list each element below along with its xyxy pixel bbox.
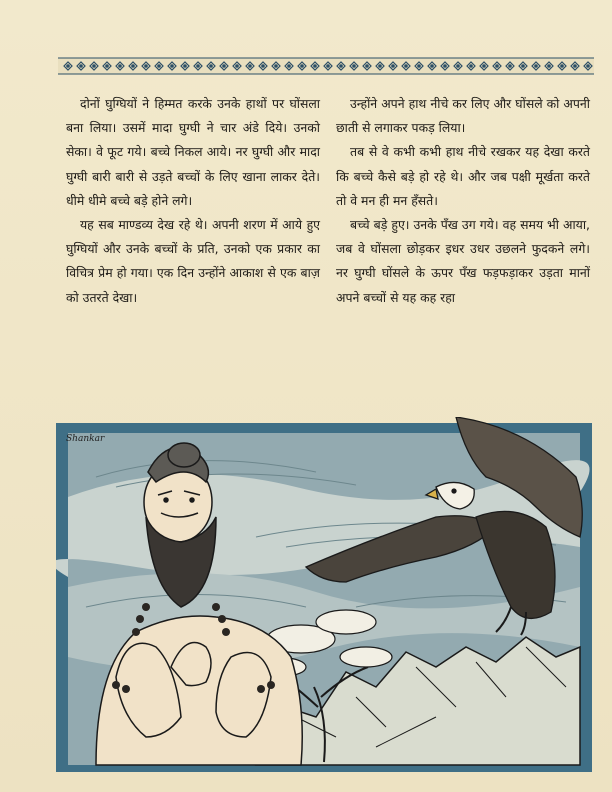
paragraph: दोनों घुग्घियों ने हिम्मत करके उनके हाथों पर घोंसला बना लिया। उसमें मादा घुग्घी ने चार अंडे दिये। उनको सेका। वे फूट गये। बच्चे निकल आये। नर घुग्घी और मादा घुग्घी बारी बारी से उड़ते बच्चों के लिए खाना लाकर देते। धीमे धीमे बच्चे बड़े होने लगे। [66,96,320,208]
paragraph: उन्होंने अपने हाथ नीचे कर लिए और घोंसले को अपनी छाती से लगाकर पकड़ लिया। [336,96,590,136]
article-text [66,92,602,392]
column-right [336,92,590,310]
paragraph: तब से वे कभी कभी हाथ नीचे रखकर यह देखा करते कि बच्चे कैसे बड़े हो रहे थे। और जब पक्षी मूर्खता करते तो वे मन ही मन हँसते। [336,144,590,208]
decorative-border [58,56,594,76]
artist-signature: Shankar [66,434,105,444]
illustration-sage-and-hawk [56,417,592,772]
paragraph: यह सब माण्डव्य देख रहे थे। अपनी शरण में आये हुए घुग्घियों और उनके बच्चों के प्रति, उनको एक प्रकार का विचित्र प्रेम हो गया। एक दिन उन्होंने आकाश से एक बाज़ को उतरते देखा। [66,217,320,305]
column-left [66,92,320,310]
paragraph: बच्चे बड़े हुए। उनके पँख उग गये। वह समय भी आया, जब वे घोंसला छोड़कर इधर उधर उछलने फुदकने लगे। नर घुग्घी घोंसले के ऊपर पँख फड़फड़ाकर उड़ता मानों अपने बच्चों से यह कह रहा [336,217,590,305]
